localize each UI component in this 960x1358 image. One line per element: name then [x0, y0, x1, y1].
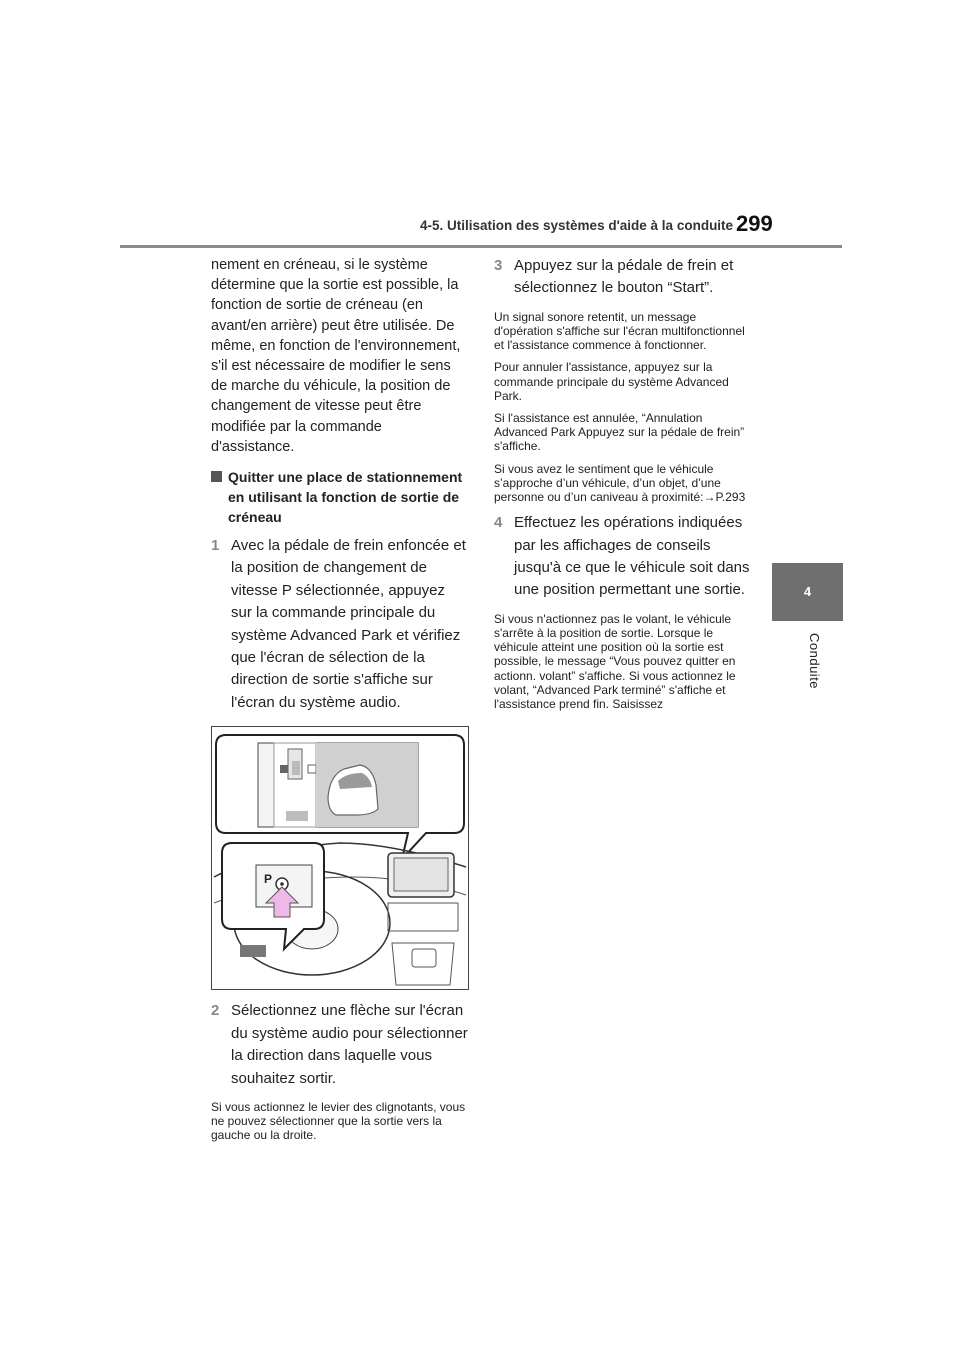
step-number: 2	[211, 1002, 220, 1020]
step-2-note: Si vous actionnez le levier des clignotants, vous ne pouvez sélectionner que la sortie vers la gauche ou la droite.	[211, 1099, 466, 1143]
step-number: 4	[494, 514, 503, 532]
note-3: Si l'assistance est annulée, “Annulation Advanced Park Appuyez sur la pédale de frein” s'affiche.	[494, 411, 745, 454]
header-rule	[120, 245, 842, 248]
right-column	[494, 255, 752, 719]
step-text: Avec la pédale de frein enfoncée et la position de changement de vitesse P sélectionnée, appuyez sur la commande principale du système Advanced Park et vérifiez que l'écran de sélection de la direction de sortie s'affiche sur l'écran du système audio.	[231, 537, 466, 711]
intro-paragraph: nement en créneau, si le système détermine que la sortie est possible, la fonction de sortie de créneau (en avant/en arrière) peut être utilisée. De même, en fonction de l'environnement, s'il est nécessaire de modifier le sens de marche du véhicule, la position de changement de vitesse peut être modifiée par la commande d'assistance.	[211, 257, 461, 455]
step-text: Effectuez les opérations indiquées par les affichages de conseils jusqu'à ce que le véhicule soit dans une position permettant une sortie.	[514, 514, 750, 599]
step-3	[494, 255, 752, 300]
note-2: Pour annuler l'assistance, appuyez sur la commande principale du système Advanced Park.	[494, 360, 729, 403]
figure-gear-label: P	[264, 872, 273, 887]
dashboard-illustration	[211, 726, 469, 990]
left-column	[211, 255, 469, 1151]
step-4	[494, 512, 752, 602]
page-number: 299	[736, 211, 773, 236]
subheading	[211, 467, 469, 527]
step-number: 1	[211, 537, 220, 555]
section-title: 4-5. Utilisation des systèmes d'aide à la conduite	[420, 218, 734, 233]
step-text: Appuyez sur la pédale de frein et sélectionnez le bouton “Start”.	[514, 257, 734, 297]
chapter-tab: 4	[772, 563, 843, 621]
note-5: Si vous n'actionnez pas le volant, le véhicule s'arrête à la position de sortie. Lorsque le véhicule atteint une position où la sortie est possible, le message “Vous pouvez quitter en actionn. volant” s'affiche. Si vous actionnez le volant, “Advanced Park terminé” s'affiche et l'assistance prend fin. Saisissez	[494, 611, 736, 712]
step-2	[211, 1000, 469, 1090]
note-4: Si vous avez le sentiment que le véhicule s’approche d’un véhicule, d’un objet, d’une personne ou d’un caniveau à proximité:→P.293	[494, 461, 746, 505]
step-number: 3	[494, 257, 503, 274]
step-1	[211, 535, 469, 714]
subheading-text: Quitter une place de stationnement en utilisant la fonction de sortie de créneau	[228, 469, 463, 526]
dashboard-drawing	[212, 727, 468, 989]
square-bullet-icon	[211, 471, 222, 482]
step-text: Sélectionnez une flèche sur l'écran du système audio pour sélectionner la direction dans laquelle vous souhaitez sortir.	[231, 1002, 468, 1087]
chapter-label: Conduite	[807, 633, 822, 690]
note-1: Un signal sonore retentit, un message d'opération s'affiche sur l'écran multifonctionnel et l'assistance commence à fonctionner.	[494, 309, 745, 353]
